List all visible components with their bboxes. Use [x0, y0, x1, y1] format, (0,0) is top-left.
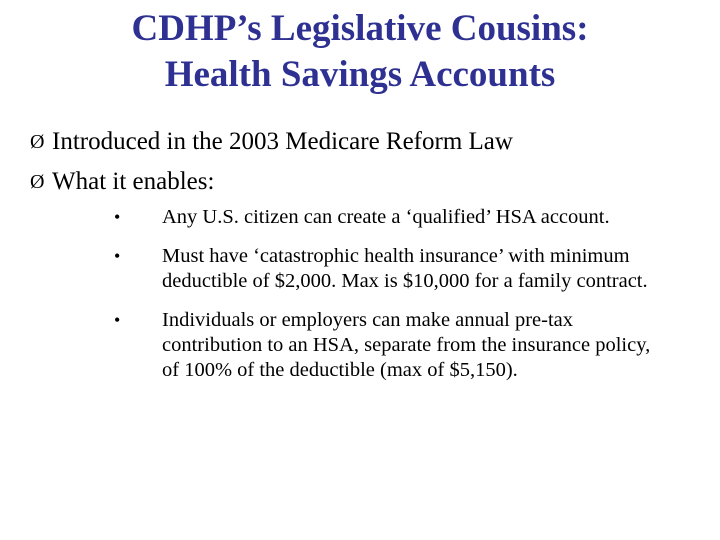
bullet-dot-icon: •	[114, 246, 121, 266]
arrow-bullet-icon: Ø	[30, 171, 45, 193]
bullet-point-introduced	[30, 127, 513, 157]
bullet-point-text: Introduced in the 2003 Medicare Reform Law	[52, 128, 513, 155]
bullet-point-enables	[30, 167, 214, 197]
sub-bullet-text: Must have ‘catastrophic health insurance’ with minimum deductible of $2,000. Max is $10,000 for a family contract.	[162, 245, 648, 292]
bullet-point-text: What it enables:	[52, 168, 215, 195]
sub-bullet-item	[100, 244, 660, 294]
title-line-1: CDHP’s Legislative Cousins:	[131, 8, 589, 49]
arrow-bullet-icon: Ø	[30, 131, 45, 153]
sub-bullet-text: Individuals or employers can make annual pre-tax contribution to an HSA, separate from the insurance policy, of 100% of the deductible (max of $5,150).	[162, 309, 651, 381]
bullet-dot-icon: •	[114, 207, 121, 227]
slide-title	[0, 6, 720, 98]
bullet-dot-icon: •	[114, 310, 121, 330]
sub-bullet-item	[100, 308, 660, 383]
sub-bullet-text: Any U.S. citizen can create a ‘qualified’ HSA account.	[162, 206, 610, 228]
title-line-2: Health Savings Accounts	[164, 54, 556, 95]
sub-bullet-list	[100, 205, 660, 397]
sub-bullet-item	[100, 205, 660, 230]
